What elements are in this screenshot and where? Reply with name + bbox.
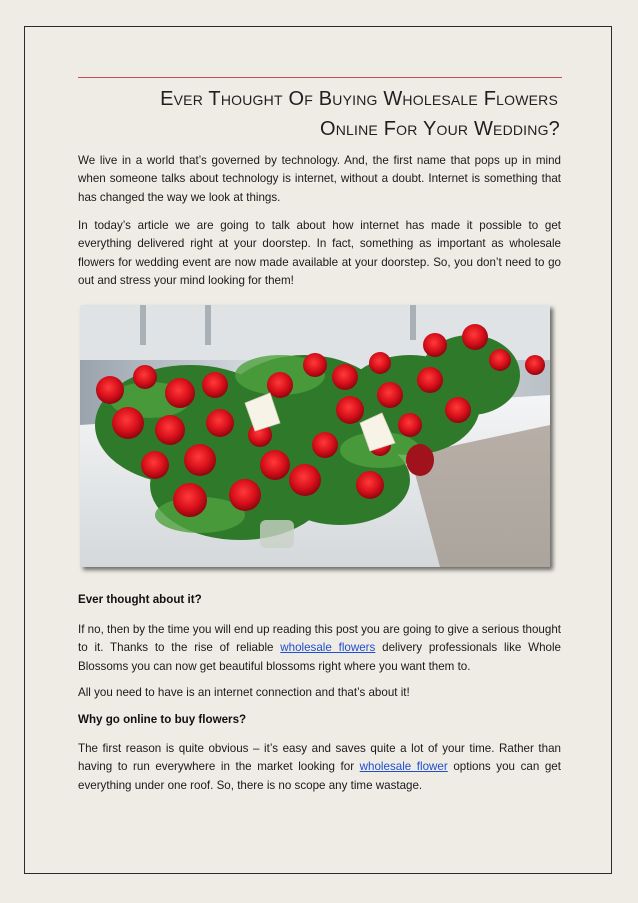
title-divider bbox=[78, 77, 562, 78]
title-line-1: Ever Thought Of Buying Wholesale Flowers bbox=[160, 88, 558, 110]
roses-photo bbox=[80, 305, 550, 567]
paragraph-first-reason-text-2: options you can get everything under one roof. So, there is no scope any time wastage. bbox=[78, 760, 561, 792]
paragraph-intro: We live in a world that’s governed by technology. And, the first name that pops up in mind when someone talks about technology is internet, without a doubt. Internet is something that has changed the way we look at things. bbox=[78, 154, 561, 204]
heading-ever-thought: Ever thought about it? bbox=[78, 593, 202, 606]
roses-illustration bbox=[80, 305, 550, 567]
wholesale-flowers-link[interactable]: wholesale flowers bbox=[280, 641, 376, 655]
title-line-2: Online For Your Wedding? bbox=[319, 118, 560, 140]
paragraph-first-reason-text-1: The first reason is quite obvious – it’s easy and saves quite a lot of your time. Rather than having to run everywhere in the market looking for bbox=[78, 742, 561, 774]
paragraph-wholesale bbox=[78, 621, 561, 676]
paragraph-wholesale-text-2: delivery professionals like Whole Blossoms you can now get beautiful blossoms right where you want them to. bbox=[78, 641, 561, 673]
paragraph-article: In today’s article we are going to talk about how internet has made it possible to get everything delivered right at your doorstep. In fact, something as important as wholesale flowers for wedding event are now made available at your doorstep. So, you don’t need to go out and stress your mind looking for them! bbox=[78, 219, 561, 288]
paragraph-internet: All you need to have is an internet connection and that’s about it! bbox=[78, 686, 410, 699]
heading-why-online: Why go online to buy flowers? bbox=[78, 713, 247, 726]
wholesale-flower-link[interactable]: wholesale flower bbox=[359, 760, 448, 774]
paragraph-wholesale-text-1: If no, then by the time you will end up reading this post you are going to give a serious thought to it. Thanks to the rise of reliable bbox=[78, 623, 561, 655]
page-title bbox=[80, 84, 560, 144]
paragraph-first-reason bbox=[78, 740, 561, 795]
